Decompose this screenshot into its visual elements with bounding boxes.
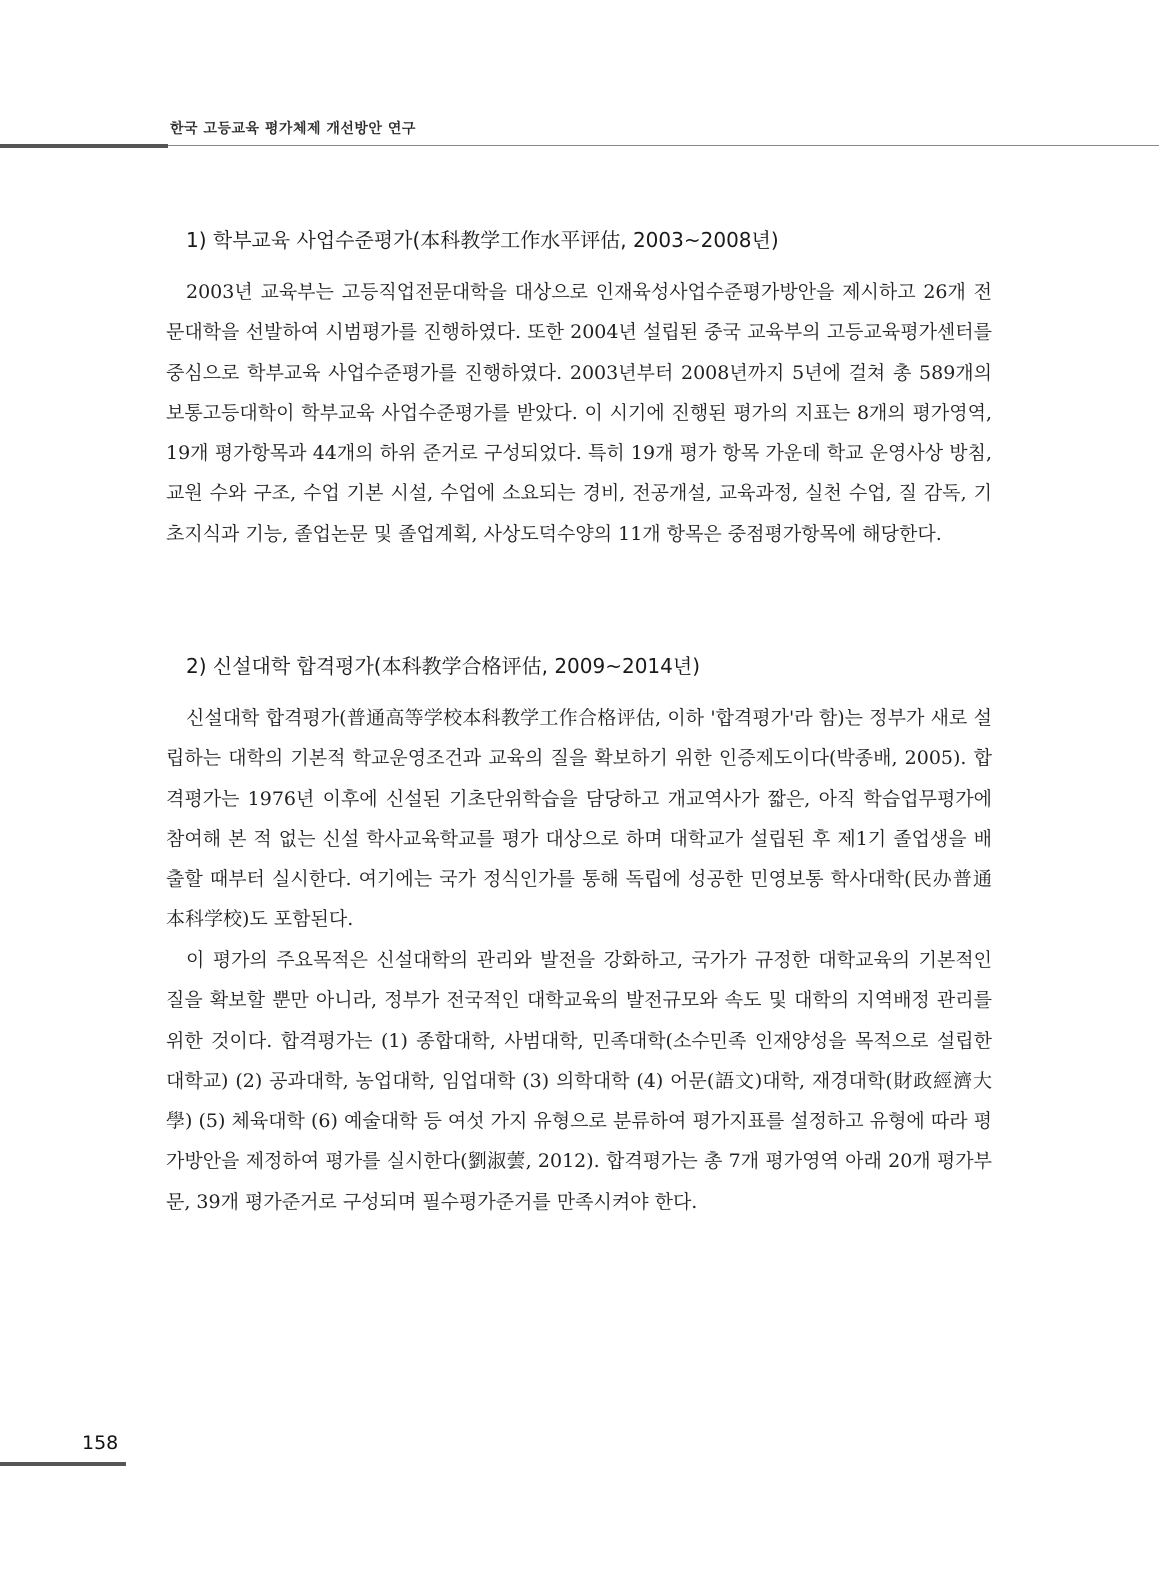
footer-rule: [0, 1462, 126, 1466]
section-1-paragraph-1: 2003년 교육부는 고등직업전문대학을 대상으로 인재육성사업수준평가방안을 제시하고 26개 전문대학을 선발하여 시범평가를 진행하였다. 또한 2004년 설립된 중국 교육부의 고등교육평가센터를 중심으로 학부교육 사업수준평가를 진행하였다. 2003년부터 2008년까지 5년에 걸쳐 총 589개의 보통고등대학이 학부교육 사업수준평가를 받았다. 이 시기에 진행된 평가의 지표는 8개의 평가영역, 19개 평가항목과 44개의 하위 준거로 구성되었다. 특히 19개 평가 항목 가운데 학교 운영사상 방침, 교원 수와 구조, 수업 기본 시설, 수업에 소요되는 경비, 전공개설, 교육과정, 실천 수업, 질 감독, 기초지식과 기능, 졸업논문 및 졸업계획, 사상도덕수양의 11개 항목은 중점평가항목에 해당한다.: [166, 281, 992, 545]
section-1-heading: 1) 학부교육 사업수준평가(本科教学工作水平评估, 2003~2008년): [186, 228, 779, 252]
header-rule-thin: [168, 145, 1159, 146]
running-header-title: 한국 고등교육 평가체제 개선방안 연구: [170, 121, 416, 137]
page-number: 158: [82, 1432, 119, 1454]
section-2-heading: 2) 신설대학 합격평가(本科教学合格评估, 2009~2014년): [186, 654, 700, 678]
section-2-paragraph-2: 이 평가의 주요목적은 신설대학의 관리와 발전을 강화하고, 국가가 규정한 대학교육의 기본적인 질을 확보할 뿐만 아니라, 정부가 전국적인 대학교육의 발전규모와 속도 및 대학의 지역배정 관리를 위한 것이다. 합격평가는 (1) 종합대학, 사범대학, 민족대학(소수민족 인재양성을 목적으로 설립한 대학교) (2) 공과대학, 농업대학, 임업대학 (3) 의학대학 (4) 어문(語文)대학, 재경대학(財政經濟大學) (5) 체육대학 (6) 예술대학 등 여섯 가지 유형으로 분류하여 평가지표를 설정하고 유형에 따라 평가방안을 제정하여 평가를 실시한다(劉淑蕓, 2012). 합격평가는 총 7개 평가영역 아래 20개 평가부문, 39개 평가준거로 구성되며 필수평가준거를 만족시켜야 한다.: [166, 949, 992, 1213]
header-rule-thick: [0, 144, 168, 148]
section-2-paragraph-1: 신설대학 합격평가(普通高等学校本科教学工作合格评估, 이하 '합격평가'라 함)는 정부가 새로 설립하는 대학의 기본적 학교운영조건과 교육의 질을 확보하기 위한 인증제도이다(박종배, 2005). 합격평가는 1976년 이후에 신설된 기초단위학습을 담당하고 개교역사가 짧은, 아직 학습업무평가에 참여해 본 적 없는 신설 학사교육학교를 평가 대상으로 하며 대학교가 설립된 후 제1기 졸업생을 배출할 때부터 실시한다. 여기에는 국가 정식인가를 통해 독립에 성공한 민영보통 학사대학(民办普通本科学校)도 포함된다.: [166, 707, 992, 931]
